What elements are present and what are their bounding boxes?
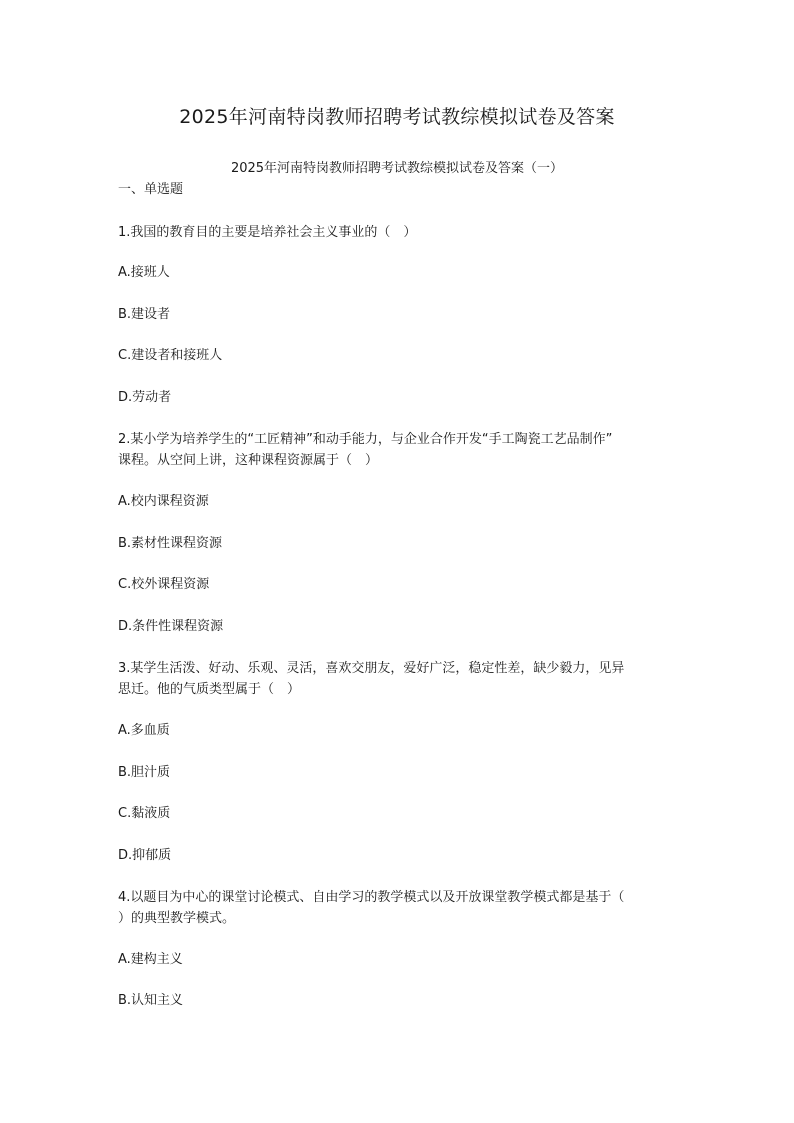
exam-subtitle: 2025年河南特岗教师招聘考试教综模拟试卷及答案（一） xyxy=(230,161,564,176)
question-1-option-d: D.劳动者 xyxy=(118,390,172,405)
question-3-line-1: 3.某学生活泼、好动、乐观、灵活，喜欢交朋友，爱好广泛，稳定性差，缺少毅力，见异 xyxy=(118,661,625,676)
question-2-line-2: 课程。从空间上讲，这种课程资源属于（ ） xyxy=(118,453,379,468)
question-1-line-1: 1.我国的教育目的主要是培养社会主义事业的（ ） xyxy=(118,225,417,240)
question-1-option-c: C.建设者和接班人 xyxy=(118,348,223,363)
question-1-option-b: B.建设者 xyxy=(118,307,171,322)
question-4-stem xyxy=(118,887,678,929)
question-3-option-b: B.胆汁质 xyxy=(118,765,171,780)
question-1-stem xyxy=(118,222,678,243)
question-4-option-a: A.建构主义 xyxy=(118,952,183,967)
question-3-option-a: A.多血质 xyxy=(118,723,170,738)
question-3-stem xyxy=(118,658,678,700)
question-1-option-a: A.接班人 xyxy=(118,265,170,280)
question-3-option-c: C.黏液质 xyxy=(118,806,171,821)
question-2-option-b: B.素材性课程资源 xyxy=(118,536,223,551)
question-2-option-c: C.校外课程资源 xyxy=(118,577,210,592)
question-2-option-d: D.条件性课程资源 xyxy=(118,619,224,634)
document-title: 2025年河南特岗教师招聘考试教综模拟试卷及答案 xyxy=(179,106,615,128)
question-4-line-1: 4.以题目为中心的课堂讨论模式、自由学习的教学模式以及开放课堂教学模式都是基于（ xyxy=(118,890,625,905)
question-2-option-a: A.校内课程资源 xyxy=(118,494,209,509)
question-2-line-1: 2.某小学为培养学生的“工匠精神”和动手能力，与企业合作开发“手工陶瓷工艺品制作” xyxy=(118,432,613,447)
question-4-option-b: B.认知主义 xyxy=(118,993,184,1008)
question-4-line-2: ）的典型教学模式。 xyxy=(118,911,236,926)
section-heading: 一、单选题 xyxy=(118,182,184,197)
question-3-option-d: D.抑郁质 xyxy=(118,848,172,863)
question-2-stem xyxy=(118,429,678,471)
question-3-line-2: 思迁。他的气质类型属于（ ） xyxy=(118,682,301,697)
